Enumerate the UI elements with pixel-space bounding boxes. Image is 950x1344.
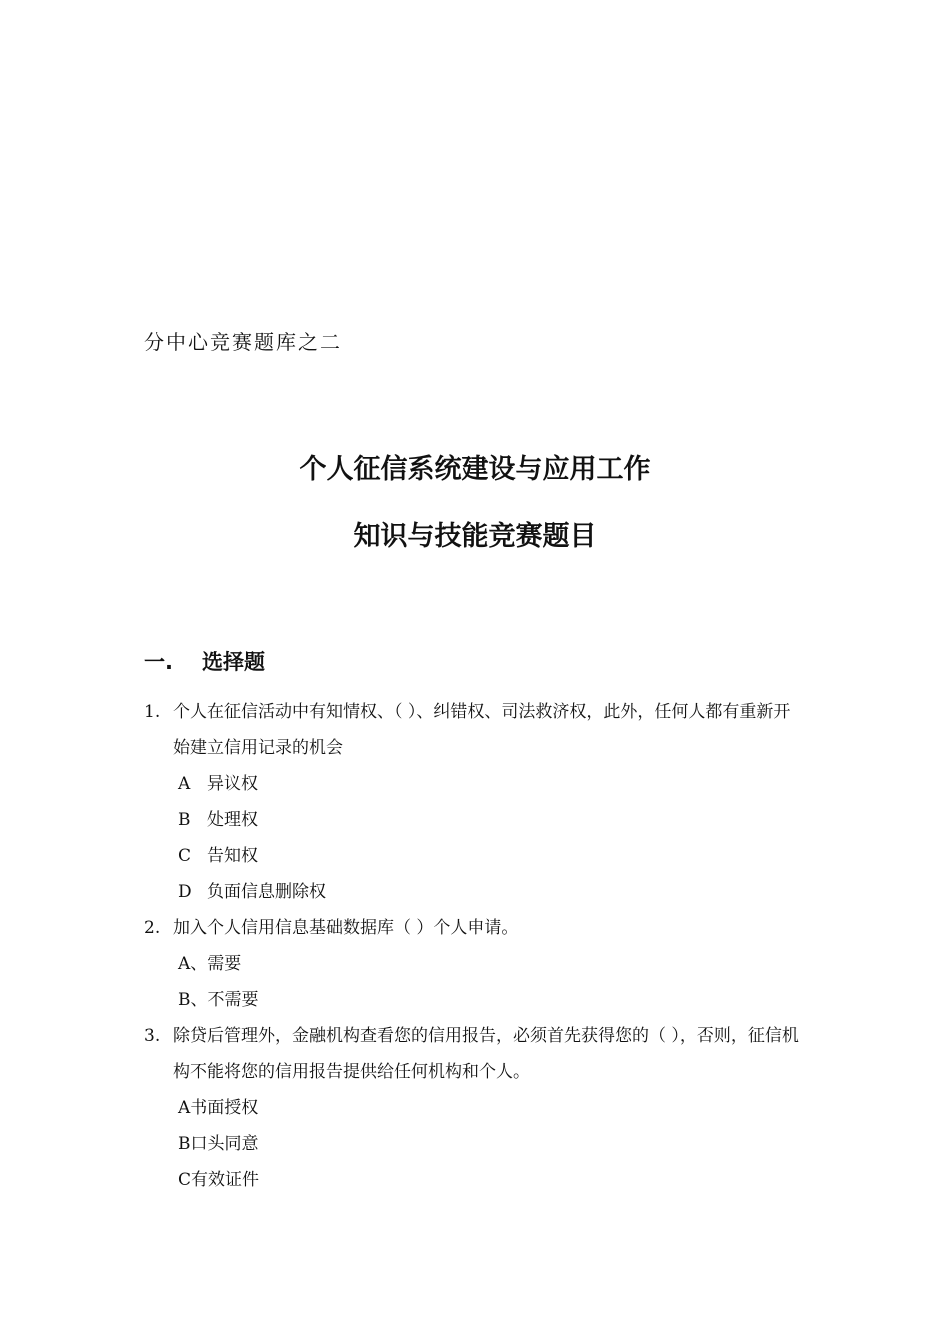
question-text: 个人在征信活动中有知情权、（ ）、纠错权、司法救济权，此外，任何人都有重新开始建立信用记录的机会 — [173, 702, 791, 758]
question-number: 3. — [144, 1026, 161, 1046]
option-text: 口头同意 — [190, 1134, 259, 1154]
option-letter: A — [178, 774, 191, 794]
section-name: 选择题 — [202, 650, 265, 674]
question-list — [144, 694, 804, 1198]
question-1-option-c — [144, 838, 804, 874]
option-letter: D — [178, 882, 192, 902]
option-text: 不需要 — [207, 990, 259, 1010]
question-2 — [144, 910, 804, 946]
question-1-option-d — [144, 874, 804, 910]
question-2-option-a — [144, 946, 804, 982]
question-3-option-c — [144, 1162, 804, 1198]
option-letter: A — [178, 1098, 191, 1118]
document-title-line-2: 知识与技能竞赛题目 — [353, 521, 597, 552]
option-text: 异议权 — [207, 774, 258, 794]
question-text: 加入个人信用信息基础数据库（ ）个人申请。 — [173, 918, 519, 938]
question-number: 1. — [144, 702, 161, 722]
option-text: 书面授权 — [190, 1098, 259, 1118]
series-label: 分中心竞赛题库之二 — [144, 330, 342, 354]
option-letter: A、 — [178, 954, 208, 974]
question-1-option-b — [144, 802, 804, 838]
option-text: 告知权 — [207, 846, 258, 866]
question-3-option-b — [144, 1126, 804, 1162]
section-number: 一. — [144, 650, 173, 674]
document-title-line-1: 个人征信系统建设与应用工作 — [299, 454, 651, 485]
option-letter: B — [178, 1134, 191, 1154]
question-number: 2. — [144, 918, 161, 938]
question-3-option-a — [144, 1090, 804, 1126]
option-text: 负面信息删除权 — [207, 882, 326, 902]
option-letter: C — [178, 846, 192, 866]
option-letter: B、 — [178, 990, 208, 1010]
option-text: 有效证件 — [191, 1170, 260, 1190]
option-text: 处理权 — [207, 810, 258, 830]
option-letter: B — [178, 810, 191, 830]
option-text: 需要 — [207, 954, 242, 974]
question-3 — [144, 1018, 804, 1090]
question-text: 除贷后管理外，金融机构查看您的信用报告，必须首先获得您的（ ），否则，征信机构不能将您的信用报告提供给任何机构和个人。 — [173, 1026, 799, 1082]
question-2-option-b — [144, 982, 804, 1018]
question-1 — [144, 694, 804, 766]
option-letter: C — [178, 1170, 192, 1190]
question-1-option-a — [144, 766, 804, 802]
section-heading — [144, 646, 265, 676]
